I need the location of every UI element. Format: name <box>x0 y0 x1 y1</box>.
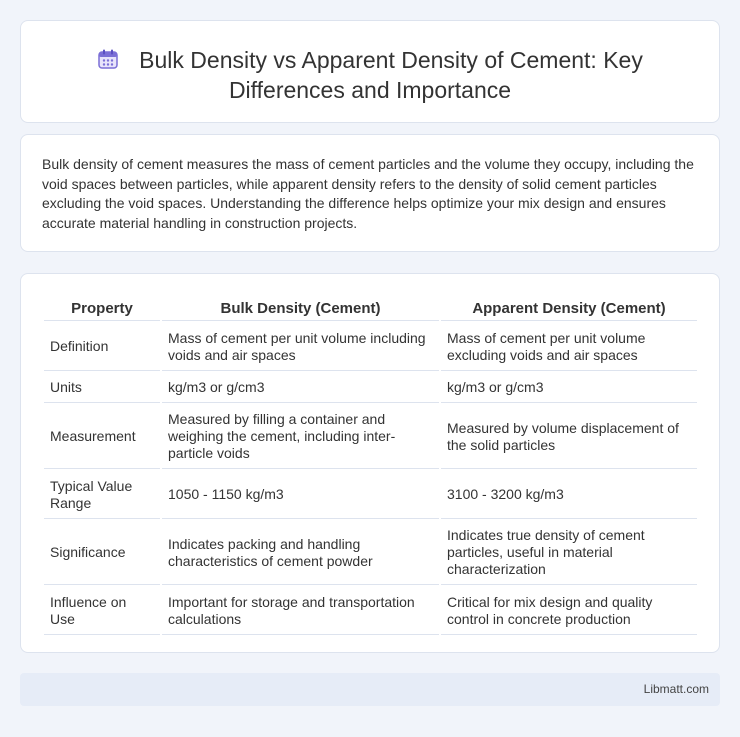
row-bulk-value: Measured by filling a container and weighing the cement, including inter-particle voids <box>162 405 439 469</box>
table-header-row <box>44 297 697 321</box>
row-bulk-value: Mass of cement per unit volume including voids and air spaces <box>162 323 439 371</box>
row-apparent-value: Measured by volume displacement of the solid particles <box>441 405 697 469</box>
footer-brand: Libmatt.com <box>643 682 709 696</box>
row-bulk-value: Important for storage and transportation calculations <box>162 587 439 635</box>
header-property: Property <box>44 297 160 321</box>
comparison-card <box>20 273 720 653</box>
row-property: Typical Value Range <box>44 471 160 519</box>
table-row <box>44 373 697 403</box>
table-row <box>44 587 697 635</box>
intro-card <box>20 134 720 252</box>
footer-bar <box>20 673 720 706</box>
row-property: Measurement <box>44 405 160 469</box>
row-bulk-value: 1050 - 1150 kg/m3 <box>162 471 439 519</box>
row-bulk-value: kg/m3 or g/cm3 <box>162 373 439 403</box>
row-apparent-value: Mass of cement per unit volume excluding voids and air spaces <box>441 323 697 371</box>
title-line-2: Differences and Importance <box>228 77 512 103</box>
table-row <box>44 471 697 519</box>
table-row <box>44 521 697 585</box>
intro-paragraph: Bulk density of cement measures the mass of cement particles and the volume they occupy, including the void spaces between particles, while apparent density refers to the density of solid cement particles excluding the void spaces. Understanding the difference helps optimize your mix design and ensures accurate material handling in construction projects. <box>42 156 694 231</box>
page-title <box>21 45 719 105</box>
row-apparent-value: kg/m3 or g/cm3 <box>441 373 697 403</box>
table-row <box>44 405 697 469</box>
row-property: Significance <box>44 521 160 585</box>
comparison-table <box>42 295 699 637</box>
header-bulk-density: Bulk Density (Cement) <box>162 297 439 321</box>
row-property: Definition <box>44 323 160 371</box>
table-row <box>44 323 697 371</box>
row-apparent-value: Critical for mix design and quality control in concrete production <box>441 587 697 635</box>
calendar-icon <box>97 48 119 70</box>
header-apparent-density: Apparent Density (Cement) <box>441 297 697 321</box>
title-card <box>20 20 720 123</box>
row-property: Influence on Use <box>44 587 160 635</box>
row-property: Units <box>44 373 160 403</box>
row-bulk-value: Indicates packing and handling characteristics of cement powder <box>162 521 439 585</box>
title-line-1: Bulk Density vs Apparent Density of Cement: Key <box>139 47 643 73</box>
row-apparent-value: Indicates true density of cement particles, useful in material characterization <box>441 521 697 585</box>
row-apparent-value: 3100 - 3200 kg/m3 <box>441 471 697 519</box>
